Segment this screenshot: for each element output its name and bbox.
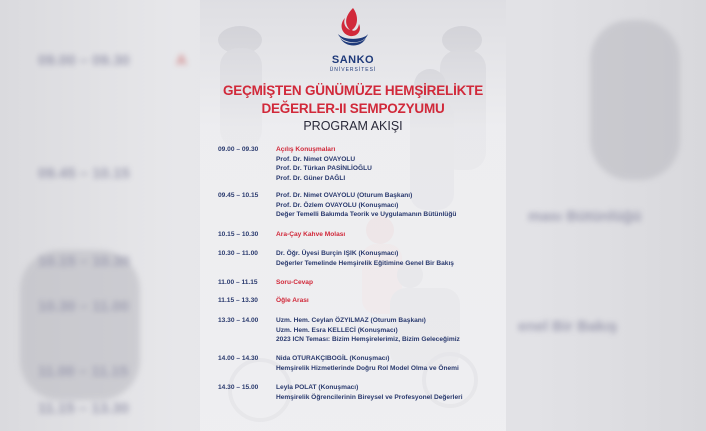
session-line: Prof. Dr. Güner DAĞLI (276, 174, 346, 182)
session-line: Değerler Temelinde Hemşirelik Eğitimine Genel Bir Bakış (276, 259, 454, 267)
session-time: 11.15 – 13.30 (218, 297, 258, 304)
session-line: Prof. Dr. Nimet OVAYOLU (276, 155, 356, 163)
ghost-time: 09.45 – 10.15 (38, 165, 130, 182)
session-line: Prof. Dr. Nimet OVAYOLU (Oturum Başkanı) (276, 192, 413, 199)
session-time: 14.30 – 15.00 (218, 384, 259, 391)
session-line: Açılış Konuşmaları (276, 146, 336, 153)
session-time: 10.15 – 10.30 (218, 231, 259, 238)
session-line: Prof. Dr. Türkan PASİNLİOĞLU (276, 165, 372, 172)
logo-subtitle: ÜNİVERSİTESİ (329, 67, 377, 73)
ghost-time: 11.00 – 11.15 (38, 363, 129, 380)
session-lines (276, 383, 504, 402)
ghost-time: 10.30 – 11.00 (38, 298, 129, 315)
session-lines (276, 278, 504, 288)
session-lines (276, 230, 504, 240)
program-poster (200, 0, 506, 431)
session-time: 09.45 – 10.15 (218, 192, 259, 199)
ghost-time: 11.15 – 13.30 (38, 400, 129, 417)
session-line: Uzm. Hem. Esra KELLECİ (Konuşmacı) (276, 326, 398, 334)
session-lines (276, 354, 504, 373)
session-lines (276, 249, 504, 268)
session-lines (276, 316, 504, 345)
session-time: 10.30 – 11.00 (218, 250, 258, 257)
sanko-logo (328, 4, 378, 78)
session-line: Leyla POLAT (Konuşmacı) (276, 384, 359, 391)
session-line: Soru-Cevap (276, 279, 314, 286)
sanko-flame-icon (328, 4, 378, 54)
session-lines (276, 296, 504, 306)
session-line: Uzm. Hem. Ceylan ÖZYILMAZ (Oturum Başkanı) (276, 317, 426, 324)
session-line: Değer Temelli Bakımda Teorik ve Uygulamanın Bütünlüğü (276, 211, 457, 218)
title-line-2: DEĞERLER-II SEMPOZYUMU (261, 101, 445, 116)
session-line: Prof. Dr. Özlem OVAYOLU (Konuşmacı) (276, 201, 399, 209)
session-lines (276, 191, 504, 220)
session-lines (276, 145, 504, 183)
session-line: Nida OTURAKÇIBOGİL (Konuşmacı) (276, 355, 390, 362)
ghost-time: 09.00 – 09.30 (38, 52, 130, 69)
session-time: 11.00 – 11.15 (218, 279, 258, 286)
session-line: 2023 ICN Teması: Bizim Hemşirelerimiz, Bizim Geleceğimiz (276, 336, 460, 343)
poster-content (200, 0, 506, 431)
session-line: Hemşirelik Öğrencilerinin Bireysel ve Profesyonel Değerleri (276, 393, 463, 401)
ghost-fragment: enel Bir Bakış (518, 318, 618, 335)
session-line: Ara-Çay Kahve Molası (276, 231, 346, 238)
ghost-time: 10.15 – 10.30 (38, 253, 130, 270)
ghost-figure (590, 20, 680, 180)
session-time: 13.30 – 14.00 (218, 317, 259, 324)
title-line-1: GEÇMİŞTEN GÜNÜMÜZE HEMŞİRELİKTE (222, 83, 484, 98)
ghost-fragment: ması Bütünlüğü (528, 208, 642, 225)
ghost-fragment: A (176, 52, 187, 69)
logo-wordmark: SANKO (331, 54, 375, 66)
session-line: Hemşirelik Hizmetlerinde Doğru Rol Model Olma ve Önemi (276, 364, 459, 372)
session-time: 09.00 – 09.30 (218, 146, 259, 153)
session-line: Dr. Öğr. Üyesi Burçin IŞIK (Konuşmacı) (276, 250, 399, 257)
session-time: 14.00 – 14.30 (218, 355, 259, 362)
session-line: Öğle Arası (276, 297, 309, 304)
program-subtitle: PROGRAM AKIŞI (303, 119, 403, 133)
